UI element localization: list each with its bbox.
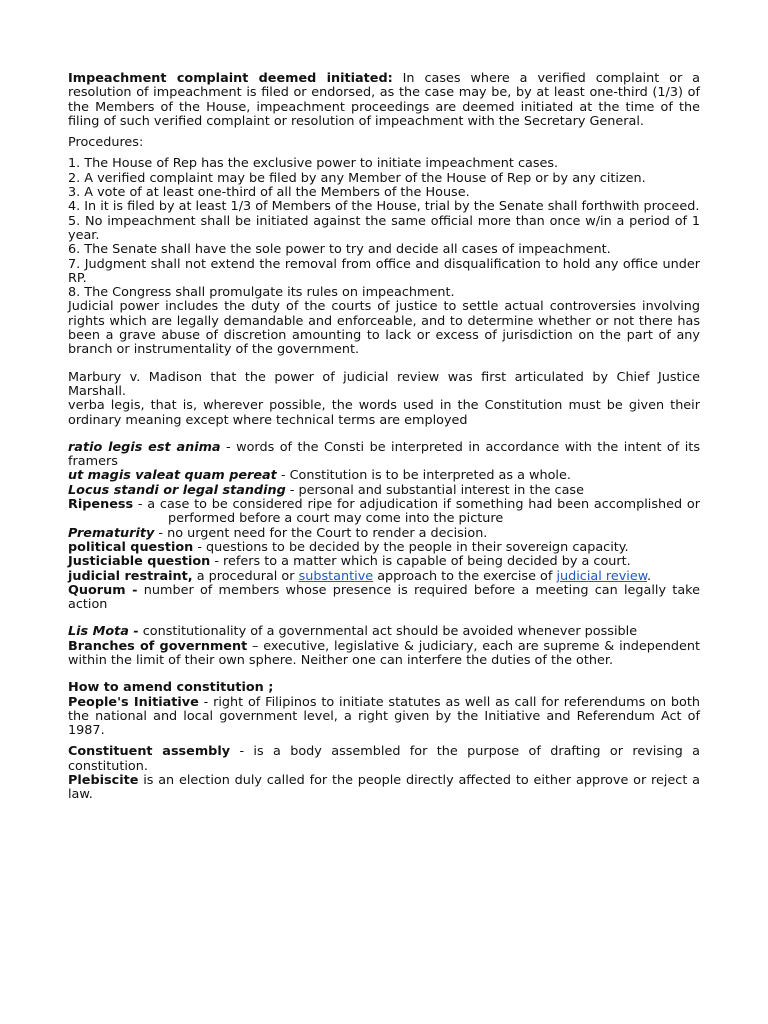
quorum-entry: Quorum - number of members whose presence is required before a meeting can legally take action [68,582,700,613]
plebiscite-term: Plebiscite [68,773,139,789]
quorum-term: Quorum - [68,582,138,598]
branches-term: Branches of government [68,638,248,654]
political-question-entry: political question - questions to be decided by the people in their sovereign capacity. [68,539,629,555]
impeachment-term: Impeachment complaint deemed initiated: [68,71,393,86]
ratio-legis-term: ratio legis est anima [68,439,221,455]
procedure-item: 3. A vote of at least one-third of all the Members of the House. [68,185,470,201]
lis-mota-entry: Lis Mota - constitutionality of a governmental act should be avoided whenever possible [68,624,638,640]
verba-legis-paragraph: verba legis, that is, wherever possible, the words used in the Constitution must be given their ordinary meaning except where technical terms are employed [68,398,700,428]
judicial-restraint-term: judicial restraint, [68,568,193,584]
amend-heading: How to amend constitution ; [68,680,274,696]
procedure-item: 2. A verified complaint may be filed by any Member of the House of Rep or by any citizen. [68,170,646,186]
ut-magis-term: ut magis valeat quam pereat [68,468,277,484]
branches-entry: Branches of government – executive, legislative & judiciary, each are supreme & independent within the limit of their own sphere. Neither one can interfere the duties of the other. [68,638,700,668]
justiciable-question-term: Justiciable question [68,554,211,570]
procedure-item: 8. The Congress shall promulgate its rules on impeachment. [68,285,455,301]
plebiscite-entry: Plebiscite is an election duly called for the people directly affected to either approve or reject a law. [68,773,700,803]
procedure-item: 1. The House of Rep has the exclusive power to initiate impeachment cases. [68,156,559,172]
constituent-assembly-term: Constituent assembly [68,744,231,760]
peoples-initiative-entry: People's Initiative - right of Filipinos to initiate statutes as well as call for referendums on both the national and local government level, a right given by the Initiative and Referendum Act of 1987. [68,694,700,739]
marbury-paragraph: Marbury v. Madison that the power of judicial review was first articulated by Chief Justice Marshall. [68,369,700,399]
ratio-legis-entry: ratio legis est anima - words of the Consti be interpreted in accordance with the intent of its framers [68,439,700,470]
judicial-power-paragraph: Judicial power includes the duty of the courts of justice to settle actual controversies involving rights which are legally demandable and enforceable, and to determine whether or not there has been a grave abuse of discretion amounting to lack or excess of jurisdiction on the part of any branch or instrumentality of the government. [68,299,700,358]
substantive-link[interactable]: substantive [298,568,374,584]
lis-mota-term: Lis Mota - [68,624,139,640]
prematurity-entry: Prematurity - no urgent need for the Court to render a decision. [68,525,488,541]
locus-standi-entry: Locus standi or legal standing - personal and substantial interest in the case [68,482,584,498]
document-page [68,72,700,803]
procedure-item: 4. In it is filed by at least 1/3 of Members of the House, trial by the Senate shall forthwith proceed. [68,199,700,215]
ut-magis-entry: ut magis valeat quam pereat - Constitution is to be interpreted as a whole. [68,468,571,484]
impeachment-intro-paragraph: Impeachment complaint deemed initiated: In cases where a verified complaint or a resolution of impeachment is filed or endorsed, as the case may be, by at least one-third (1/3) of the Members of the House, impeachment proceedings are deemed initiated at the time of the filing of such verified complaint or resolution of impeachment with the Secretary General. [68,71,700,129]
procedure-item: 6. The Senate shall have the sole power to try and decide all cases of impeachment. [68,242,611,258]
procedure-item: 5. No impeachment shall be initiated against the same official more than once w/in a period of 1 year. [68,213,700,243]
procedures-heading: Procedures: [68,135,144,151]
procedures-list [68,157,700,300]
judicial-review-link[interactable]: judicial review [556,568,647,584]
prematurity-term: Prematurity [68,525,155,541]
locus-standi-term: Locus standi or legal standing [68,482,286,498]
judicial-restraint-entry: judicial restraint, a procedural or substantive approach to the exercise of judicial review. [68,568,652,584]
ripeness-entry: Ripeness - a case to be considered ripe for adjudication if something had been accomplished orperformed before a court may come into the picture [68,497,700,527]
ripeness-term: Ripeness [68,497,134,513]
political-question-term: political question [68,539,194,555]
procedure-item: 7. Judgment shall not extend the removal from office and disqualification to hold any office under RP. [68,256,700,286]
constituent-assembly-entry: Constituent assembly - is a body assembled for the purpose of drafting or revising a constitution. [68,744,700,774]
justiciable-question-entry: Justiciable question - refers to a matter which is capable of being decided by a court. [68,554,631,570]
peoples-initiative-term: People's Initiative [68,694,199,710]
